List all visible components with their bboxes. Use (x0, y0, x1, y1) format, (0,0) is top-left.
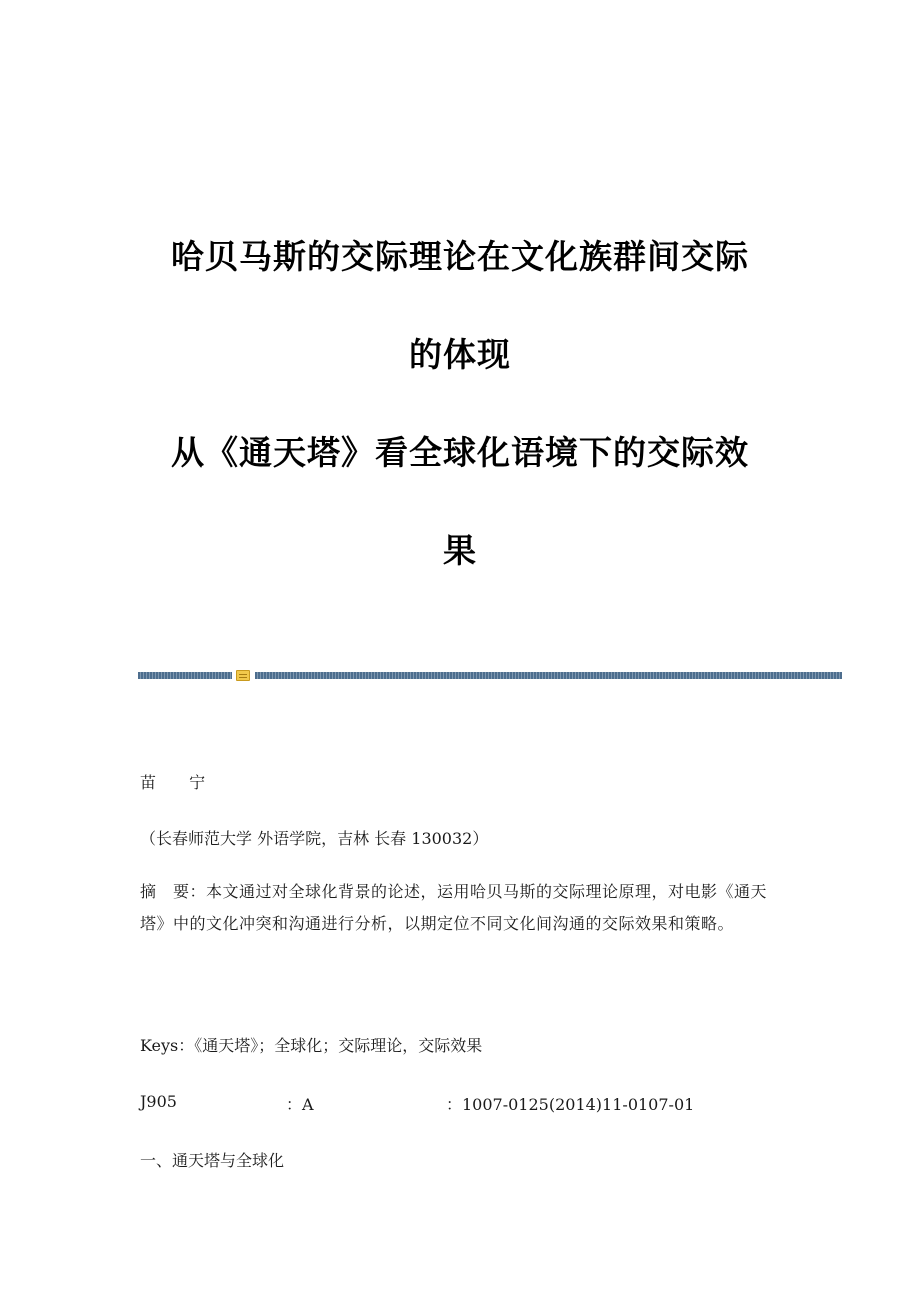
article-id: ：1007-0125(2014)11-0107-01 (446, 1095, 695, 1114)
subtitle-line-2: 果 (443, 531, 477, 570)
title-divider (138, 670, 842, 682)
divider-bar-left (138, 672, 232, 679)
classification-number: J905 (140, 1092, 177, 1111)
section-heading: 一、通天塔与全球化 (140, 1151, 285, 1170)
divider-ornament-icon (236, 670, 250, 681)
abstract: 摘 要：本文通过对全球化背景的论述，运用哈贝马斯的交际理论原理，对电影《通天塔》中的文化冲突和沟通进行分析，以期定位不同文化间沟通的交际效果和策略。 (140, 882, 768, 933)
divider-bar-right (255, 672, 842, 679)
author-name: 苗 宁 (140, 773, 220, 792)
paper-title (0, 208, 920, 600)
document-code: ：A (286, 1095, 314, 1114)
author-affiliation: （长春师范大学 外语学院，吉林 长春 130032） (140, 829, 489, 848)
title-line-1: 哈贝马斯的交际理论在文化族群间交际 (171, 237, 749, 276)
keywords: Keys：《通天塔》；全球化；交际理论，交际效果 (140, 1036, 483, 1055)
title-line-2: 的体现 (409, 335, 511, 374)
subtitle-line-1: 从《通天塔》看全球化语境下的交际效 (171, 433, 749, 472)
